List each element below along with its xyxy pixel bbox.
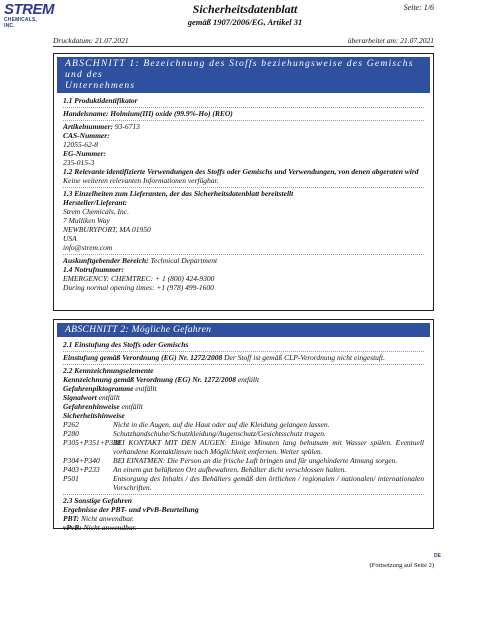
vpvb-row [63,523,424,532]
info-department-value: Technical Department [150,256,218,265]
section-2-heading: ABSCHNITT 2: Mögliche Gefahren [57,323,430,337]
section-1-title-line1: ABSCHNITT 1: Bezeichnung des Stoffs beziehungsweise des Gemischs und des [65,58,414,80]
page-number: Seite: 1/6 [403,3,434,12]
section-2 [53,319,434,532]
section-1-body [54,93,433,292]
heading-1-2: 1.2 Relevante identifizierte Verwendungen des Stoffs oder Gemischs und Verwendungen, von denen abgeraten wird [63,167,419,176]
precaution-row [63,474,424,492]
header-rule [53,46,434,47]
signal-word-value: entfällt [98,393,120,402]
article-number-label: Artikelnummer: [63,122,114,131]
continuation-note: (Fortsetzung auf Seite 2) [369,562,434,569]
vpvb-value: Nicht anwendbar. [83,523,137,532]
normal-hours-number: During normal opening times: +1 (978) 499-1600 [63,283,214,292]
supplier-line: 7 Mulliken Way [63,216,110,225]
supplier-label: Hersteller/Lieferant: [63,198,128,207]
precaution-text: Schutzhandschuhe/Schutzkleidung/Augenschutz/Gesichtsschutz tragen. [113,429,326,438]
heading-1-3: 1.3 Einzelheiten zum Lieferanten, der das Sicherheitsdatenblatt bereitstellt [63,187,424,198]
ec-value: 235-015-3 [63,158,95,167]
uses-text: Keine weiteren relevanten Informationen verfügbar. [63,176,219,185]
document-title: Sicherheitsdatenblatt [192,2,298,16]
supplier-line: USA [63,234,77,243]
section-1 [53,53,434,311]
revision-date: überarbeitet am: 21.07.2021 [347,36,434,45]
language-mark: DE [434,553,441,559]
pictogram-row [63,384,424,393]
info-department-row [63,254,424,265]
document-subtitle: gemäß 1907/2006/EG, Artikel 31 [187,17,303,27]
precaution-row [63,420,424,429]
print-date: Druckdatum: 21.07.2021 [53,36,129,45]
precaution-row [63,429,424,438]
precaution-text: Entsorgung des Inhalts / des Behälters gemäß den örtlichen / regionalen / nationalen/ internationalen Vorschriften. [113,474,424,492]
precaution-row [63,438,424,456]
precaution-text: BEI EINATMEN: Die Person an die frische Luft bringen und für ungehinderte Atmung sorgen. [113,456,398,465]
article-number-value: 93-6713 [114,122,140,131]
ec-label: EG-Nummer: [63,149,106,158]
precaution-text: Nicht in die Augen, auf die Haut oder auf die Kleidung gelangen lassen. [113,420,330,429]
hazard-statements-row [63,402,424,411]
section-1-title-line2: Unternehmens [65,80,136,91]
vpvb-label: vPvB: [63,523,82,532]
classification-row [63,351,424,362]
article-number-row [63,120,424,131]
label-value: entfällt [237,375,260,384]
cas-value: 12055-62-8 [63,140,98,149]
pbt-label: PBT: [63,514,80,523]
precaution-row [63,465,424,474]
precaution-code: P304+P340 [63,456,100,465]
emergency-number: EMERGENCY: CHEMTREC: + 1 (800) 424-9300 [63,274,215,283]
trade-name: Handelsname: Holmium(III) oxide (99.9%-Ho) (REO) [63,107,424,118]
pictogram-value: entfällt [135,384,157,393]
precaution-code: P262 [63,420,79,429]
heading-1-4: 1.4 Notrufnummer: [63,265,124,274]
pbt-value: Nicht anwendbar. [80,514,134,523]
pictogram-label: Gefahrenpiktogramme [63,384,134,393]
label-row [63,375,424,384]
section-2-body [54,337,433,532]
precautionary-heading: Sicherheitshinweise [63,411,125,420]
heading-2-2: 2.2 Kennzeichnungselemente [63,364,424,375]
heading-2-3: 2.3 Sonstige Gefahren [63,494,424,505]
signal-word-label: Signalwort [63,393,97,402]
signal-word-row [63,393,424,402]
supplier-email[interactable]: info@strem.com [63,243,113,252]
hazard-statements-label: Gefahrenhinweise [63,402,120,411]
precaution-code: P501 [63,474,79,483]
heading-1-1: 1.1 Produktidentifikator [63,96,138,105]
precaution-text: An einem gut belüfteten Ort aufbewahren. Behälter dicht verschlossen halten. [113,465,347,474]
precaution-row [63,456,424,465]
pbt-row [63,514,424,523]
pbt-assessment-heading: Ergebnisse der PBT- und vPvB-Beurteilung [63,505,199,514]
precaution-text: BEI KONTAKT MIT DEN AUGEN: Einige Minuten lang behutsam mit Wasser spülen. Eventuell vorhandene Kontaktlinsen nach Möglichkeit entfernen. Weiter spülen. [113,438,424,456]
precaution-code: P403+P233 [63,465,100,474]
logo-subtitle: CHEMICALS, INC. [4,17,38,29]
supplier-line: Strem Chemicals, Inc. [63,207,129,216]
precaution-code: P280 [63,429,79,438]
heading-2-1: 2.1 Einstufung des Stoffs oder Gemischs [63,340,189,349]
precaution-code: P305+P351+P338 [63,438,121,447]
section-1-heading [57,57,430,93]
supplier-line: NEWBURYPORT, MA 01950 [63,225,151,234]
classification-label: Einstufung gemäß Verordnung (EG) Nr. 1272/2008 [63,353,223,362]
cas-label: CAS-Nummer: [63,131,110,140]
info-department-label: Auskunftgebender Bereich: [63,256,149,265]
hazard-statements-value: entfällt [121,402,143,411]
classification-value: Der Stoff ist gemäß CLP-Verordnung nicht eingestuft. [224,353,385,362]
logo-text: STREM [4,1,54,18]
label-label: Kennzeichnung gemäß Verordnung (EG) Nr. 1272/2008 [63,375,236,384]
